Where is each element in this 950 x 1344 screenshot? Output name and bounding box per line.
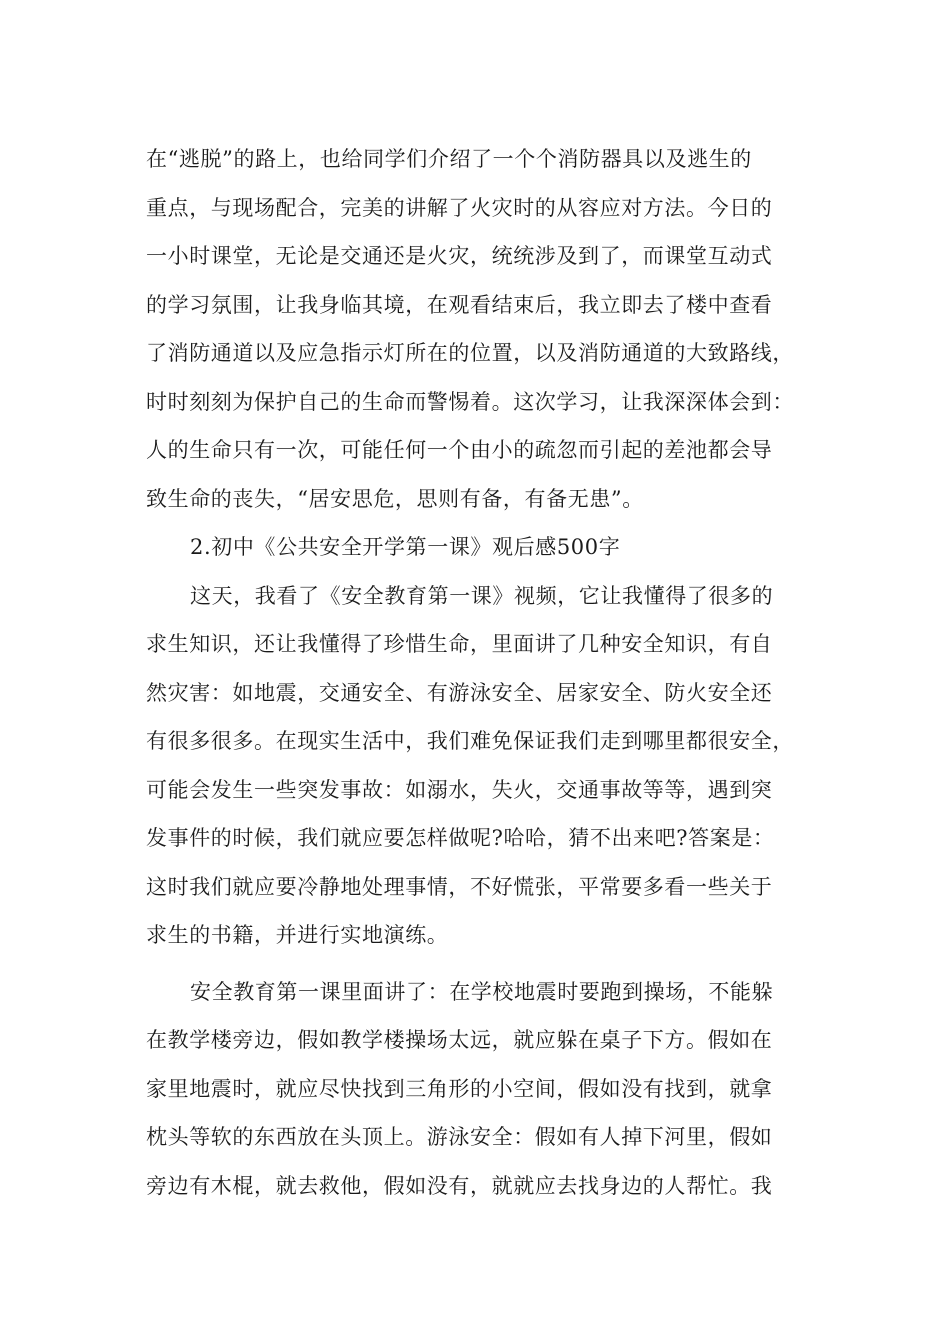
paragraph-3 xyxy=(146,968,810,1211)
text-line: 重点，与现场配合，完美的讲解了火灾时的从容应对方法。今日的 xyxy=(146,195,773,220)
text-line: 求生知识，还让我懂得了珍惜生命，里面讲了几种安全知识，有自 xyxy=(146,632,773,656)
text-line: 了消防通道以及应急指示灯所在的位置，以及消防通道的大致路线， xyxy=(146,341,794,365)
text-line: 发事件的时候，我们就应要怎样做呢?哈哈，猜不出来吧?答案是： xyxy=(146,826,775,850)
text-line: 家里地震时，就应尽快找到三角形的小空间，假如没有找到，就拿 xyxy=(146,1076,773,1101)
text-line: 然灾害：如地震，交通安全、有游泳安全、居家安全、防火安全还 xyxy=(146,680,773,705)
text-line: 安全教育第一课里面讲了：在学校地震时要跑到操场，不能躲 xyxy=(190,979,774,1004)
text-line: 有很多很多。在现实生活中，我们难免保证我们走到哪里都很安全， xyxy=(146,729,794,753)
text-line: 的学习氛围，让我身临其境，在观看结束后，我立即去了楼中查看 xyxy=(146,292,773,317)
section-heading: 2.初中《公共安全开学第一课》观后感500字 xyxy=(190,535,621,559)
text-line: 时时刻刻为保护自己的生命而警惕着。这次学习，让我深深体会到： xyxy=(146,389,794,414)
text-line: 一小时课堂，无论是交通还是火灾，统统涉及到了，而课堂互动式 xyxy=(146,244,773,268)
text-line: 在教学楼旁边，假如教学楼操场太远，就应躲在桌子下方。假如在 xyxy=(146,1028,773,1052)
text-line: 人的生命只有一次，可能任何一个由小的疏忽而引起的差池都会导 xyxy=(146,438,773,462)
paragraph-2 xyxy=(146,572,810,960)
text-line: 求生的书籍，并进行实地演练。 xyxy=(146,923,449,947)
text-line: 枕头等软的东西放在头顶上。游泳安全：假如有人掉下河里，假如 xyxy=(146,1125,773,1149)
text-line: 这时我们就应要冷静地处理事情，不好慌张，平常要多看一些关于 xyxy=(146,874,773,899)
text-line: 旁边有木棍，就去救他，假如没有，就就应去找身边的人帮忙。我 xyxy=(146,1173,773,1198)
text-line: 可能会发生一些突发事故：如溺水，失火，交通事故等等，遇到突 xyxy=(146,777,773,802)
paragraph-gap xyxy=(146,960,810,968)
text-line: 在“逃脱”的路上，也给同学们介绍了一个个消防器具以及逃生的 xyxy=(146,147,752,171)
paragraph-1 xyxy=(146,135,810,523)
text-line: 致生命的丧失，“居安思危，思则有备，有备无患”。 xyxy=(146,486,644,511)
text-line: 这天，我看了《安全教育第一课》视频，它让我懂得了很多的 xyxy=(190,583,774,608)
